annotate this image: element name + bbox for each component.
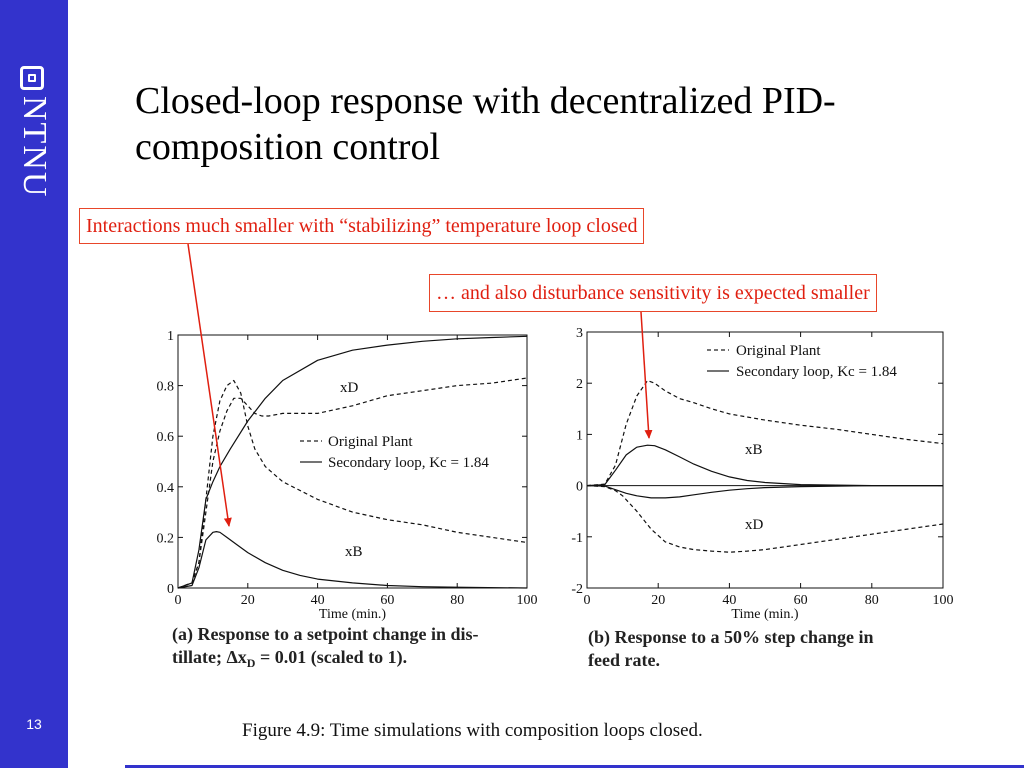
chart-a-xtick-label: 0 <box>174 593 182 608</box>
callout-disturbance: … and also disturbance sensitivity is expected smaller <box>429 274 877 312</box>
figure-caption: Figure 4.9: Time simulations with composition loops closed. <box>242 720 703 741</box>
chart-b-legend-0: Original Plant <box>736 343 821 359</box>
chart-b-ytick-label: -2 <box>571 582 583 597</box>
chart-a-ytick-label: 0 <box>167 582 174 597</box>
chart-b-xlabel: Time (min.) <box>731 607 799 622</box>
chart-b-caption-line1: (b) Response to a 50% step change in <box>588 627 874 647</box>
chart-b-ytick-label: 2 <box>576 377 583 393</box>
chart-a-legend <box>300 434 489 471</box>
chart-b-ytick-label: -1 <box>571 530 583 546</box>
chart-a-caption-line2 <box>172 647 407 670</box>
chart-b-xtick-label: 100 <box>932 593 954 608</box>
chart-a-caption-part2: = 0.01 (scaled to 1). <box>255 647 408 667</box>
chart-a-ytick-label: 0.4 <box>156 480 174 496</box>
chart-b-ytick-label: 3 <box>576 326 583 341</box>
chart-a-ytick-label: 0.6 <box>156 430 174 446</box>
chart-b-ytick-label: 1 <box>576 428 583 444</box>
chart-a-label-xb: xB <box>345 544 363 560</box>
chart-b-series-1 <box>587 486 943 553</box>
chart-a-label-xd: xD <box>340 380 359 396</box>
chart-b-legend <box>707 343 897 380</box>
chart-a-ytick-label: 0.2 <box>156 531 174 547</box>
callout-interactions: Interactions much smaller with “stabilizing” temperature loop closed <box>79 208 644 244</box>
chart-b-ytick-label: 0 <box>576 479 583 495</box>
chart-b-xtick-label: 80 <box>864 593 879 608</box>
chart-b-xtick-label: 40 <box>722 593 737 608</box>
chart-b-xtick-label: 20 <box>651 593 666 608</box>
logo-text: NTNU <box>16 96 53 199</box>
chart-b-label-xd: xD <box>745 517 764 533</box>
chart-a-caption-part1: tillate; Δx <box>172 647 247 667</box>
chart-b-series-2 <box>587 445 943 485</box>
chart-a-xtick-label: 40 <box>310 593 325 608</box>
chart-b-xtick-label: 60 <box>793 593 808 608</box>
chart-b-xtick-label: 0 <box>583 593 591 608</box>
title-line-2: composition control <box>135 126 441 168</box>
chart-b-legend-1: Secondary loop, Kc = 1.84 <box>736 364 897 380</box>
chart-a <box>157 329 538 622</box>
chart-a-caption-line1: (a) Response to a setpoint change in dis- <box>172 624 479 644</box>
chart-a-ytick-label: 0.8 <box>156 379 174 395</box>
chart-a-xtick-label: 20 <box>240 593 255 608</box>
chart-b-caption-line2: feed rate. <box>588 650 660 670</box>
chart-a-xtick-label: 100 <box>516 593 538 608</box>
chart-b-series-0 <box>587 381 943 486</box>
callout-1-arrow <box>188 244 229 526</box>
chart-b-series-3 <box>587 486 943 498</box>
page-number: 13 <box>26 716 42 732</box>
chart-a-xtick-label: 60 <box>380 593 395 608</box>
chart-a-caption-sub: D <box>246 656 256 670</box>
title-line-1: Closed-loop response with decentralized PID- <box>135 80 836 122</box>
chart-a-legend-1: Secondary loop, Kc = 1.84 <box>328 455 489 471</box>
chart-a-ytick-label: 1 <box>167 329 174 344</box>
chart-a-legend-0: Original Plant <box>328 434 413 450</box>
callout-2-arrow <box>641 312 649 438</box>
chart-a-xlabel: Time (min.) <box>318 607 387 622</box>
chart-a-xtick-label: 80 <box>450 593 465 608</box>
chart-b-label-xb: xB <box>745 442 763 458</box>
